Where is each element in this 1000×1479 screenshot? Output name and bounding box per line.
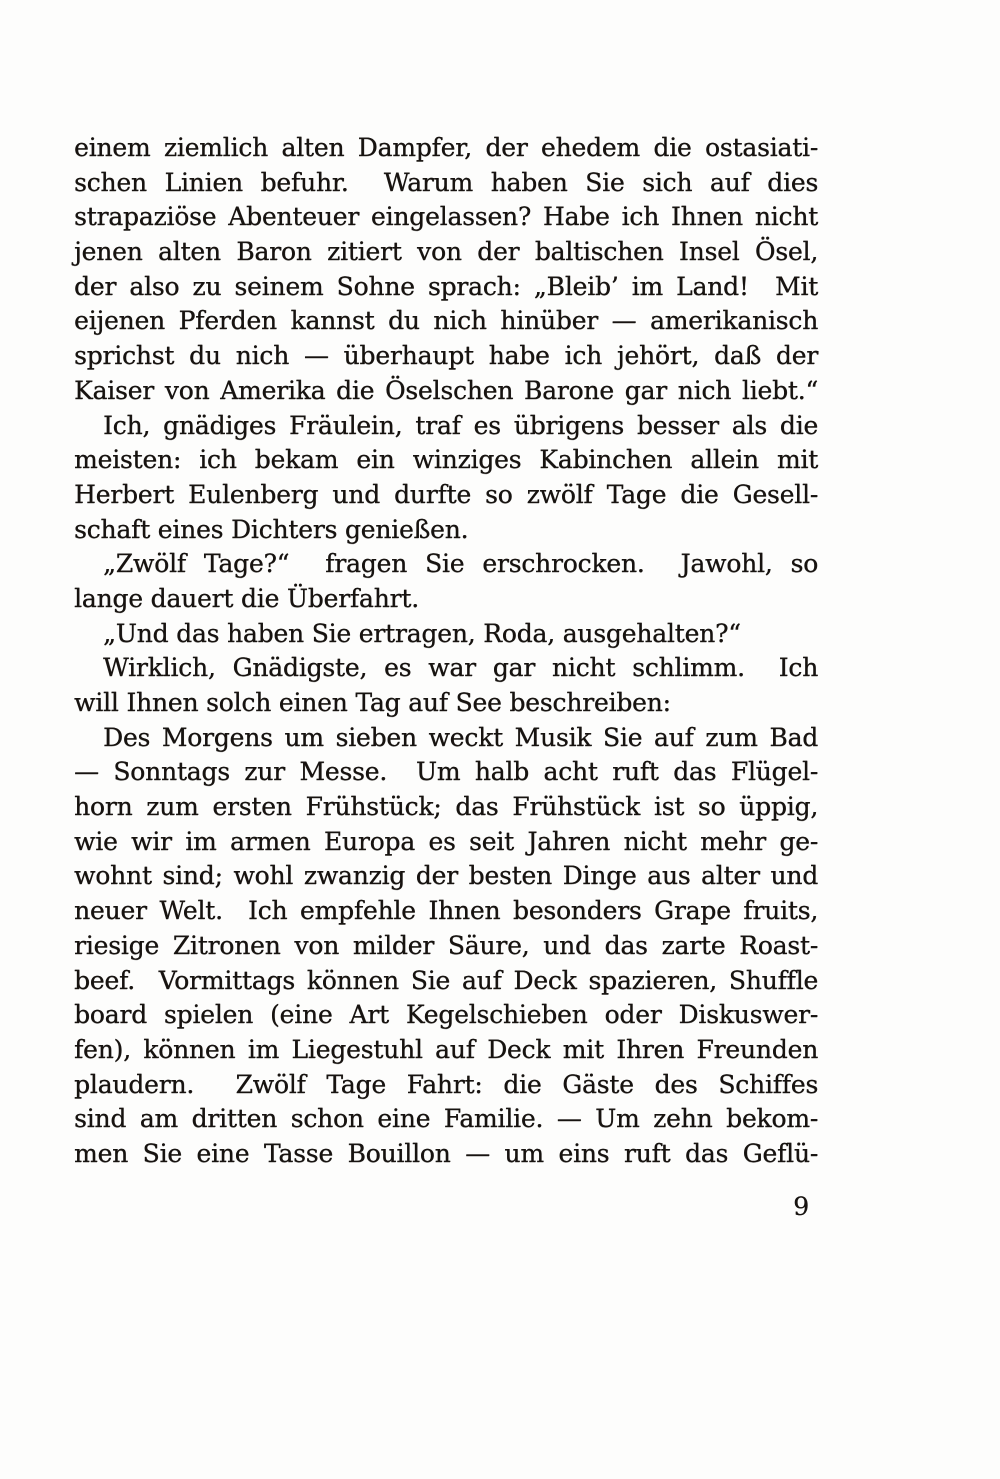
text-block	[74, 131, 818, 1172]
text-line: will Ihnen solch einen Tag auf See beschreiben:	[74, 688, 671, 717]
text-line: board spielen (eine Art Kegelschieben oder Diskuswer-	[74, 1000, 818, 1030]
text-line: — Sonntags zur Messe. Um halb acht ruft das Flügel-	[74, 757, 818, 787]
text-line: jenen alten Baron zitiert von der baltischen Insel Ösel,	[74, 237, 818, 267]
text-line: plaudern. Zwölf Tage Fahrt: die Gäste des Schiffes	[74, 1069, 818, 1099]
text-line: schaft eines Dichters genießen.	[74, 514, 469, 544]
text-line: Des Morgens um sieben weckt Musik Sie auf zum Bad	[103, 722, 818, 752]
text-line: eijenen Pferden kannst du nich hinüber — amerikanisch	[74, 306, 818, 336]
text-line: „Zwölf Tage?“ fragen Sie erschrocken. Jawohl, so	[103, 549, 818, 579]
text-line: Wirklich, Gnädigste, es war gar nicht schlimm. Ich	[103, 653, 818, 683]
text-line: schen Linien befuhr. Warum haben Sie sich auf dies	[74, 167, 818, 197]
text-line: wie wir im armen Europa es seit Jahren nicht mehr ge-	[74, 826, 818, 856]
text-line: wohnt sind; wohl zwanzig der besten Dinge aus alter und	[74, 861, 818, 891]
text-line: fen), können im Liegestuhl auf Deck mit Ihren Freunden	[74, 1034, 818, 1064]
text-line: lange dauert die Überfahrt.	[74, 583, 419, 613]
page-number: 9	[793, 1192, 809, 1221]
text-line: sprichst du nich — überhaupt habe ich jehört, daß der	[74, 341, 818, 371]
text-line: Herbert Eulenberg und durfte so zwölf Tage die Gesell-	[74, 479, 818, 509]
text-line: strapaziöse Abenteuer eingelassen? Habe ich Ihnen nicht	[74, 202, 818, 232]
text-line: men Sie eine Tasse Bouillon — um eins ruft das Geflü-	[74, 1138, 818, 1168]
text-line: horn zum ersten Frühstück; das Frühstück ist so üppig,	[74, 792, 818, 822]
text-line: sind am dritten schon eine Familie. — Um zehn bekom-	[74, 1104, 818, 1134]
text-line: beef. Vormittags können Sie auf Deck spazieren, Shuffle	[74, 965, 818, 995]
text-line: meisten: ich bekam ein winziges Kabinchen allein mit	[74, 445, 818, 475]
text-line: „Und das haben Sie ertragen, Roda, ausgehalten?“	[103, 618, 741, 648]
text-line: riesige Zitronen von milder Säure, und das zarte Roast-	[74, 930, 818, 960]
text-line: neuer Welt. Ich empfehle Ihnen besonders Grape fruits,	[74, 896, 818, 926]
text-line: Ich, gnädiges Fräulein, traf es übrigens besser als die	[103, 410, 818, 440]
text-line: der also zu seinem Sohne sprach: „Bleib’ im Land! Mit	[74, 271, 818, 301]
text-line: einem ziemlich alten Dampfer, der ehedem die ostasiati-	[74, 133, 818, 162]
text-line: Kaiser von Amerika die Öselschen Barone gar nich liebt.“	[74, 375, 818, 405]
